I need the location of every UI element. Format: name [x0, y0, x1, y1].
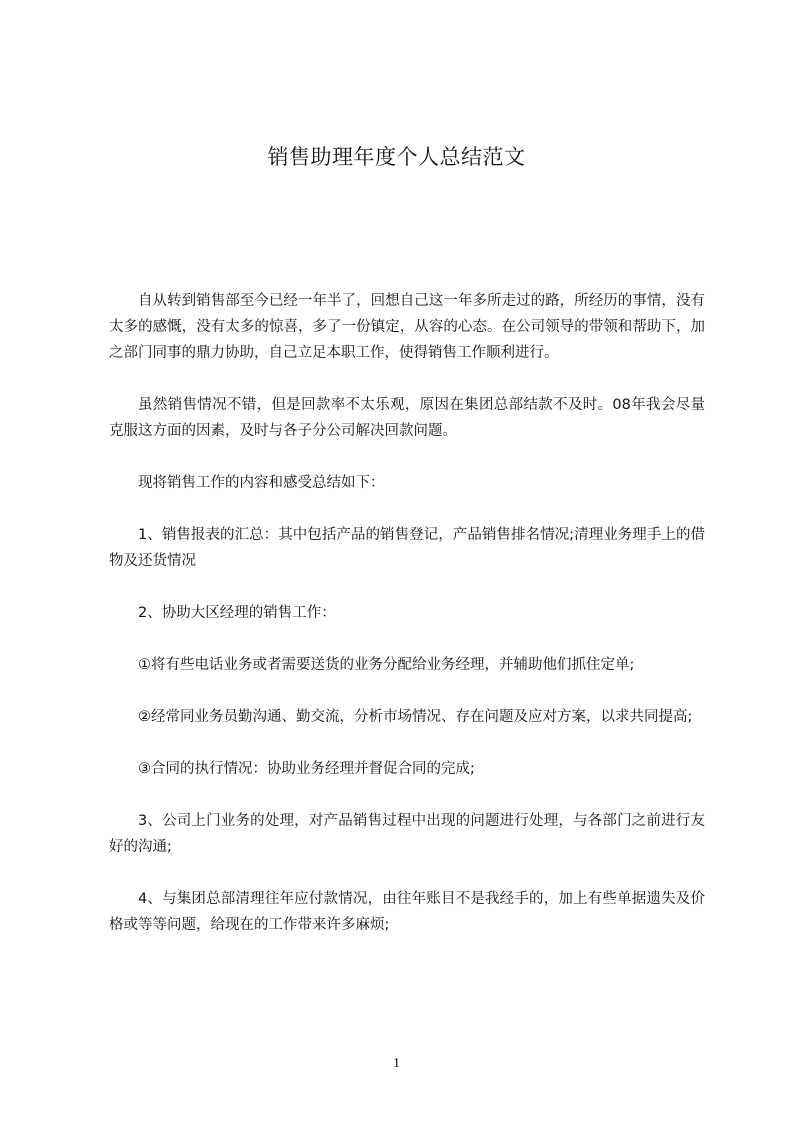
paragraph-intro: 自从转到销售部至今已经一年半了，回想自己这一年多所走过的路，所经历的事情，没有太多的感慨，没有太多的惊喜，多了一份镇定，从容的心态。在公司领导的带领和帮助下，加之部门同事的鼎力协助，自己立足本职工作，使得销售工作顺利进行。: [109, 293, 705, 361]
page-number: 1: [393, 1056, 400, 1071]
paragraph-subitem-3: ③合同的执行情况：协助业务经理并督促合同的完成;: [138, 761, 475, 777]
paragraph-item-2: 2、协助大区经理的销售工作：: [138, 605, 336, 621]
paragraph-summary-lead: 现将销售工作的内容和感受总结如下：: [138, 475, 385, 491]
paragraph-item-1: 1、销售报表的汇总：其中包括产品的销售登记，产品销售排名情况;清理业务理手上的借物及还货情况: [109, 527, 705, 569]
paragraph-item-3: 3、公司上门业务的处理，对产品销售过程中出现的问题进行处理，与各部门之前进行友好的沟通;: [109, 813, 705, 855]
document-body: [109, 288, 705, 938]
paragraph-subitem-1: ①将有些电话业务或者需要送货的业务分配给业务经理，并辅助他们抓住定单;: [138, 657, 635, 673]
document-title: 销售助理年度个人总结范文: [267, 145, 526, 169]
paragraph-item-4: 4、与集团总部清理往年应付款情况，由往年账目不是我经手的，加上有些单据遗失及价格或等等问题，给现在的工作带来许多麻烦;: [109, 891, 705, 933]
paragraph-subitem-2: ②经常同业务员勤沟通、勤交流，分析市场情况、存在问题及应对方案，以求共同提高;: [138, 709, 693, 725]
paragraph-payment: 虽然销售情况不错，但是回款率不太乐观，原因在集团总部结款不及时。08年我会尽量克服这方面的因素，及时与各子分公司解决回款问题。: [109, 397, 705, 439]
